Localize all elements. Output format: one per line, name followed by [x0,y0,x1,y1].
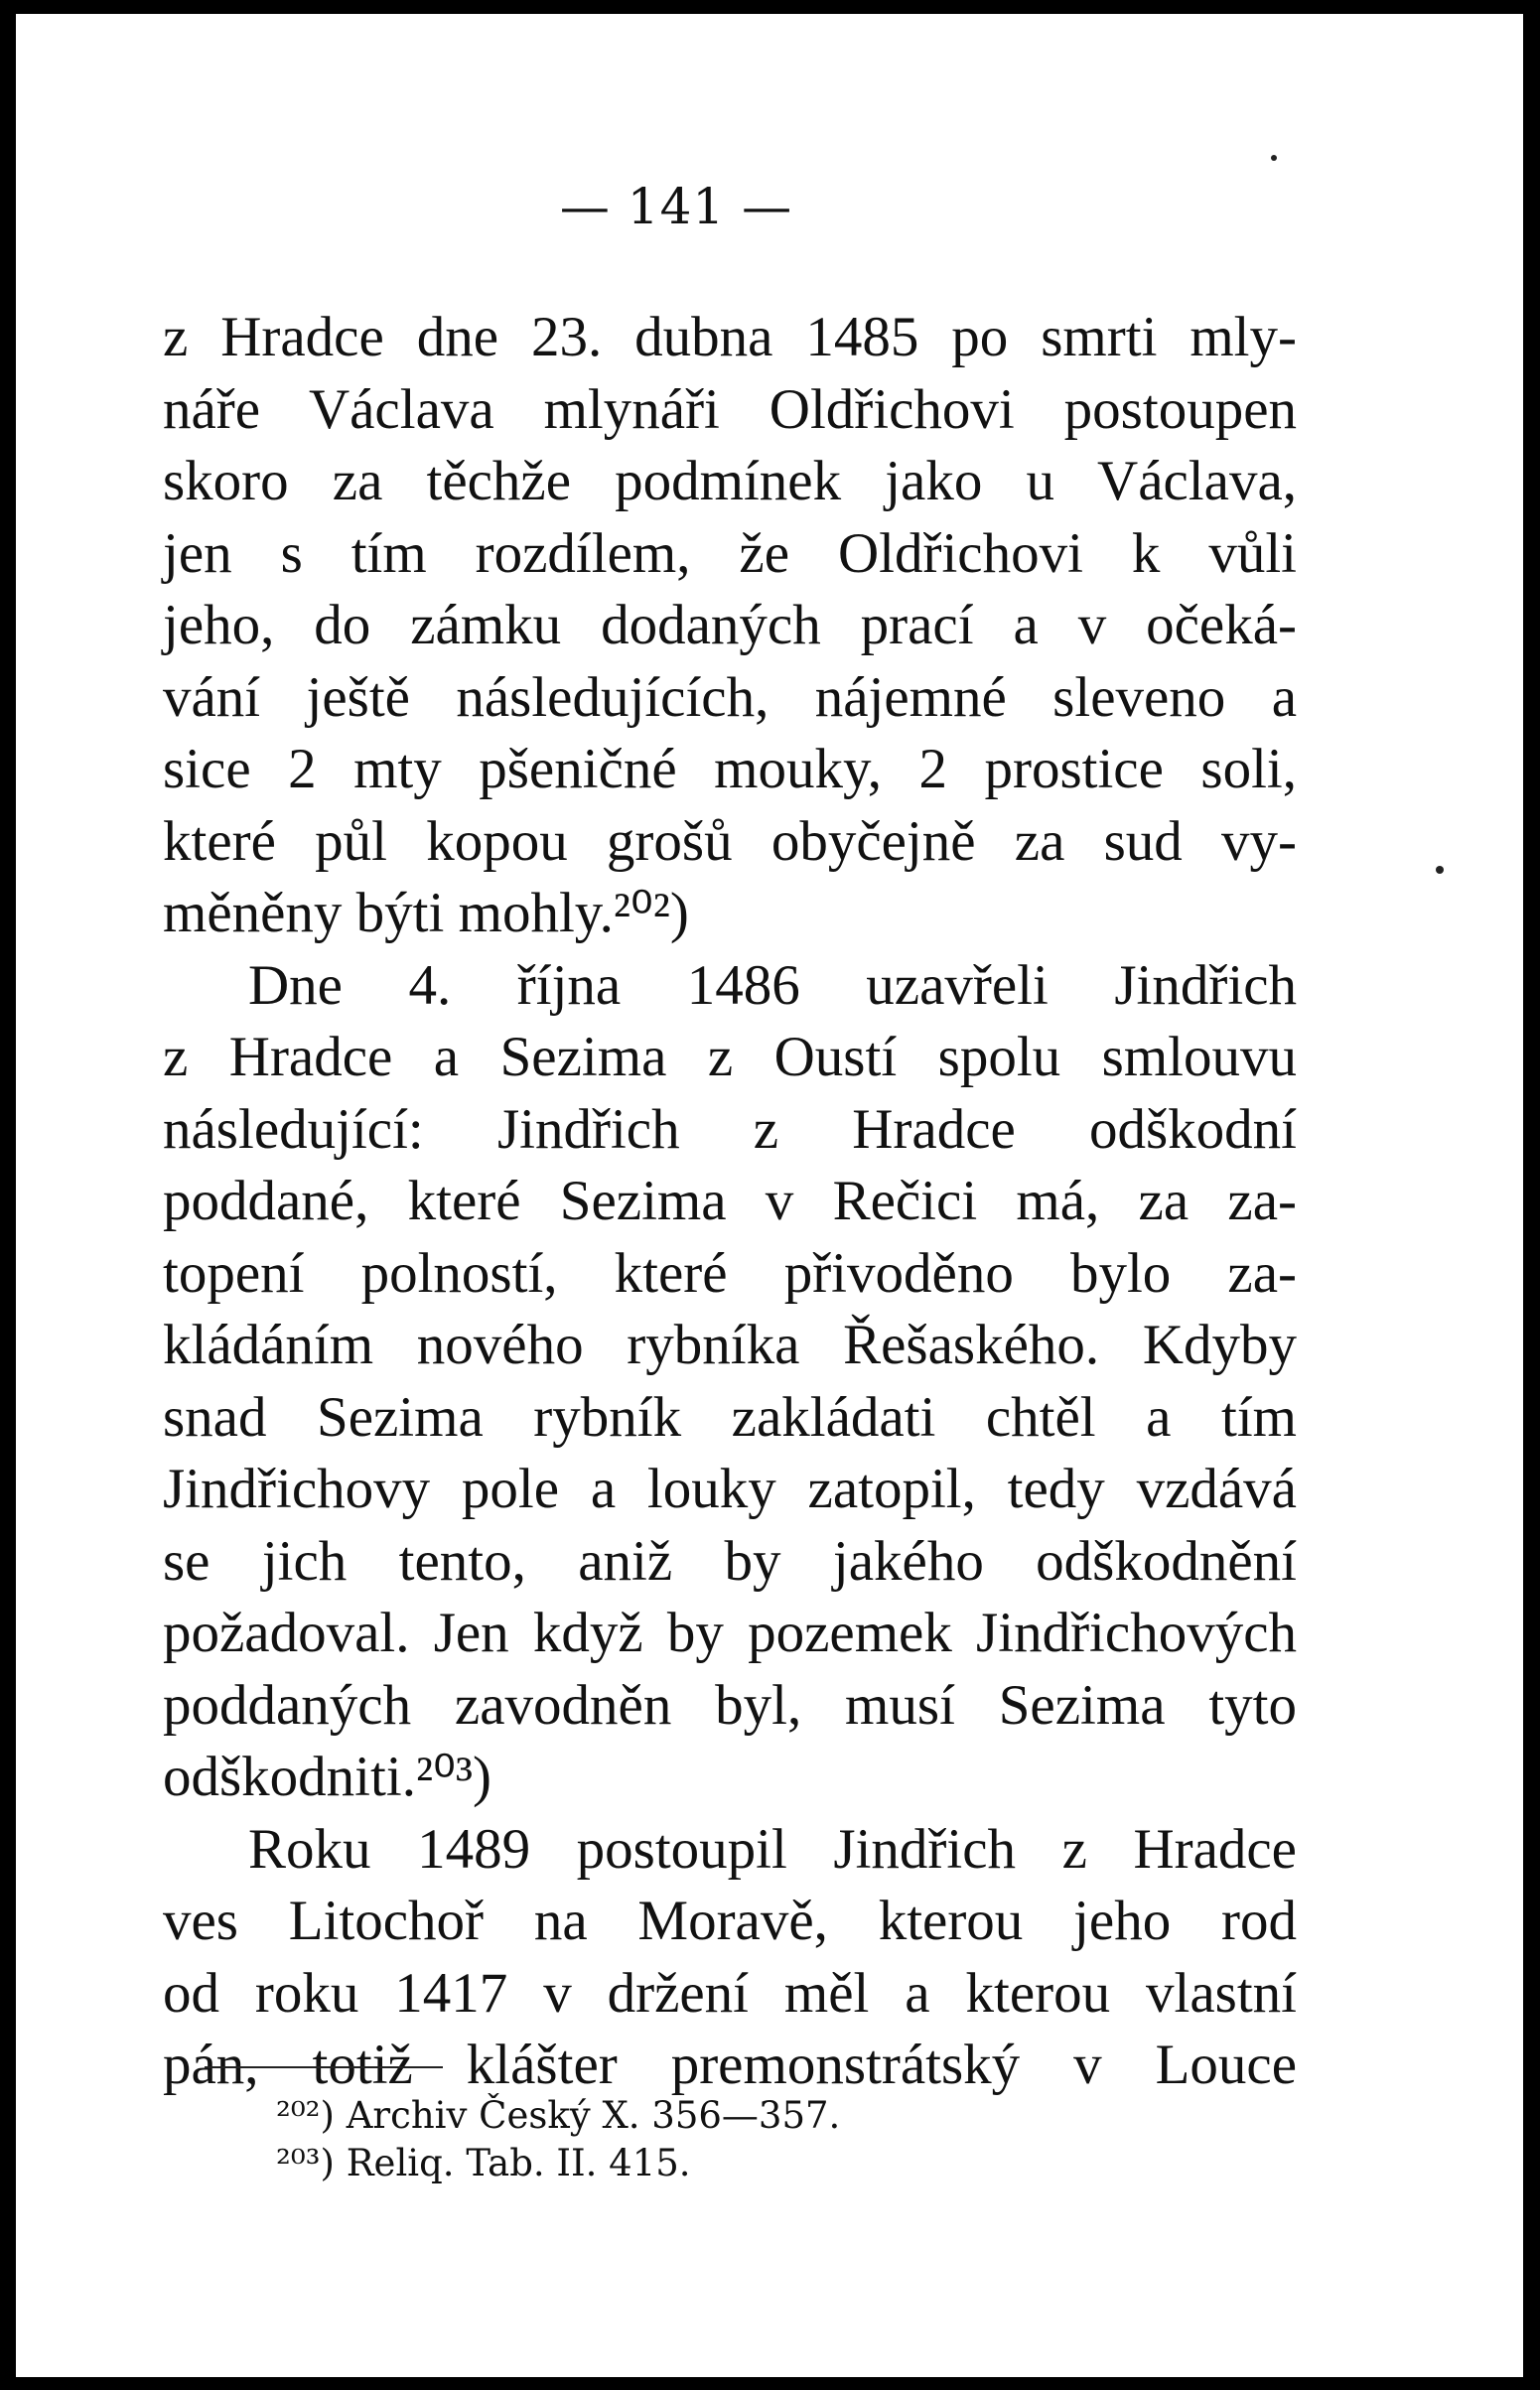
line-text: odškodniti. [163,1746,416,1808]
text-line: ves Litochoř na Moravě, kterou jeho rod [163,1890,1297,1952]
text-line [163,878,1297,950]
text-line: poddané, které Sezima v Rečici má, za za- [163,1170,1297,1232]
footnote-text: Reliq. Tab. II. 415. [346,2142,691,2184]
paragraph-start-line: Roku 1489 postoupil Jindřich z Hradce [248,1817,1297,1881]
footnote-202 [276,2092,840,2140]
footnote-divider [205,2066,443,2068]
text-line: z Hradce dne 23. dubna 1485 po smrti mly- [163,306,1297,368]
text-line: sice 2 mty pšeničné mouky, 2 prostice soli, [163,738,1297,800]
text-line: které půl kopou grošů obyčejně za sud vy- [163,809,1297,873]
text-line: jeho, do zámku dodaných prací a v očeká- [163,594,1297,656]
text-line: požadoval. Jen když by pozemek Jindřichových [163,1602,1297,1664]
print-speck [1271,155,1277,161]
book-page [16,14,1523,2377]
footnote-reference: ²⁰³) [415,1746,491,1808]
text-line: náře Václava mlynáři Oldřichovi postoupen [163,377,1297,441]
text-line: topení polností, které přivoděno bylo za- [163,1241,1297,1305]
text-line: z Hradce a Sezima z Oustí spolu smlouvu [163,1026,1297,1088]
footnote-text: Archiv Český X. 356—357. [346,2094,841,2137]
text-line: skoro za těchže podmínek jako u Václava, [163,450,1297,512]
line-text: měněny býti mohly. [163,882,614,944]
text-line [163,1742,1297,1814]
text-line: se jich tento, aniž by jakého odškodnění [163,1529,1297,1593]
text-line: jen s tím rozdílem, že Oldřichovi k vůli [163,521,1297,585]
text-line: od roku 1417 v držení měl a kterou vlastní [163,1961,1297,2025]
footnote-reference: ²⁰²) [613,882,689,944]
print-speck [1436,866,1444,874]
footnotes [276,2092,840,2187]
body-text [163,302,1297,2102]
text-line: vání ještě následujících, nájemné sleveno a [163,665,1297,729]
footnote-mark: ²⁰³) [276,2142,335,2184]
paragraph-start-line: Dne 4. října 1486 uzavřeli Jindřich [248,953,1297,1017]
text-line: snad Sezima rybník zakládati chtěl a tím [163,1385,1297,1449]
text-line: kládáním nového rybníka Řešaského. Kdyby [163,1314,1297,1376]
text-line: poddaných zavodněn byl, musí Sezima tyto [163,1673,1297,1737]
text-line: Jindřichovy pole a louky zatopil, tedy vzdává [163,1458,1297,1520]
footnote-mark: ²⁰²) [276,2094,335,2137]
text-line: následující: Jindřich z Hradce odškodní [163,1097,1297,1161]
text-line: pán, totiž klášter premonstrátský v Louce [163,2034,1297,2096]
page-number: — 141 — [559,178,793,235]
footnote-203 [276,2140,840,2187]
